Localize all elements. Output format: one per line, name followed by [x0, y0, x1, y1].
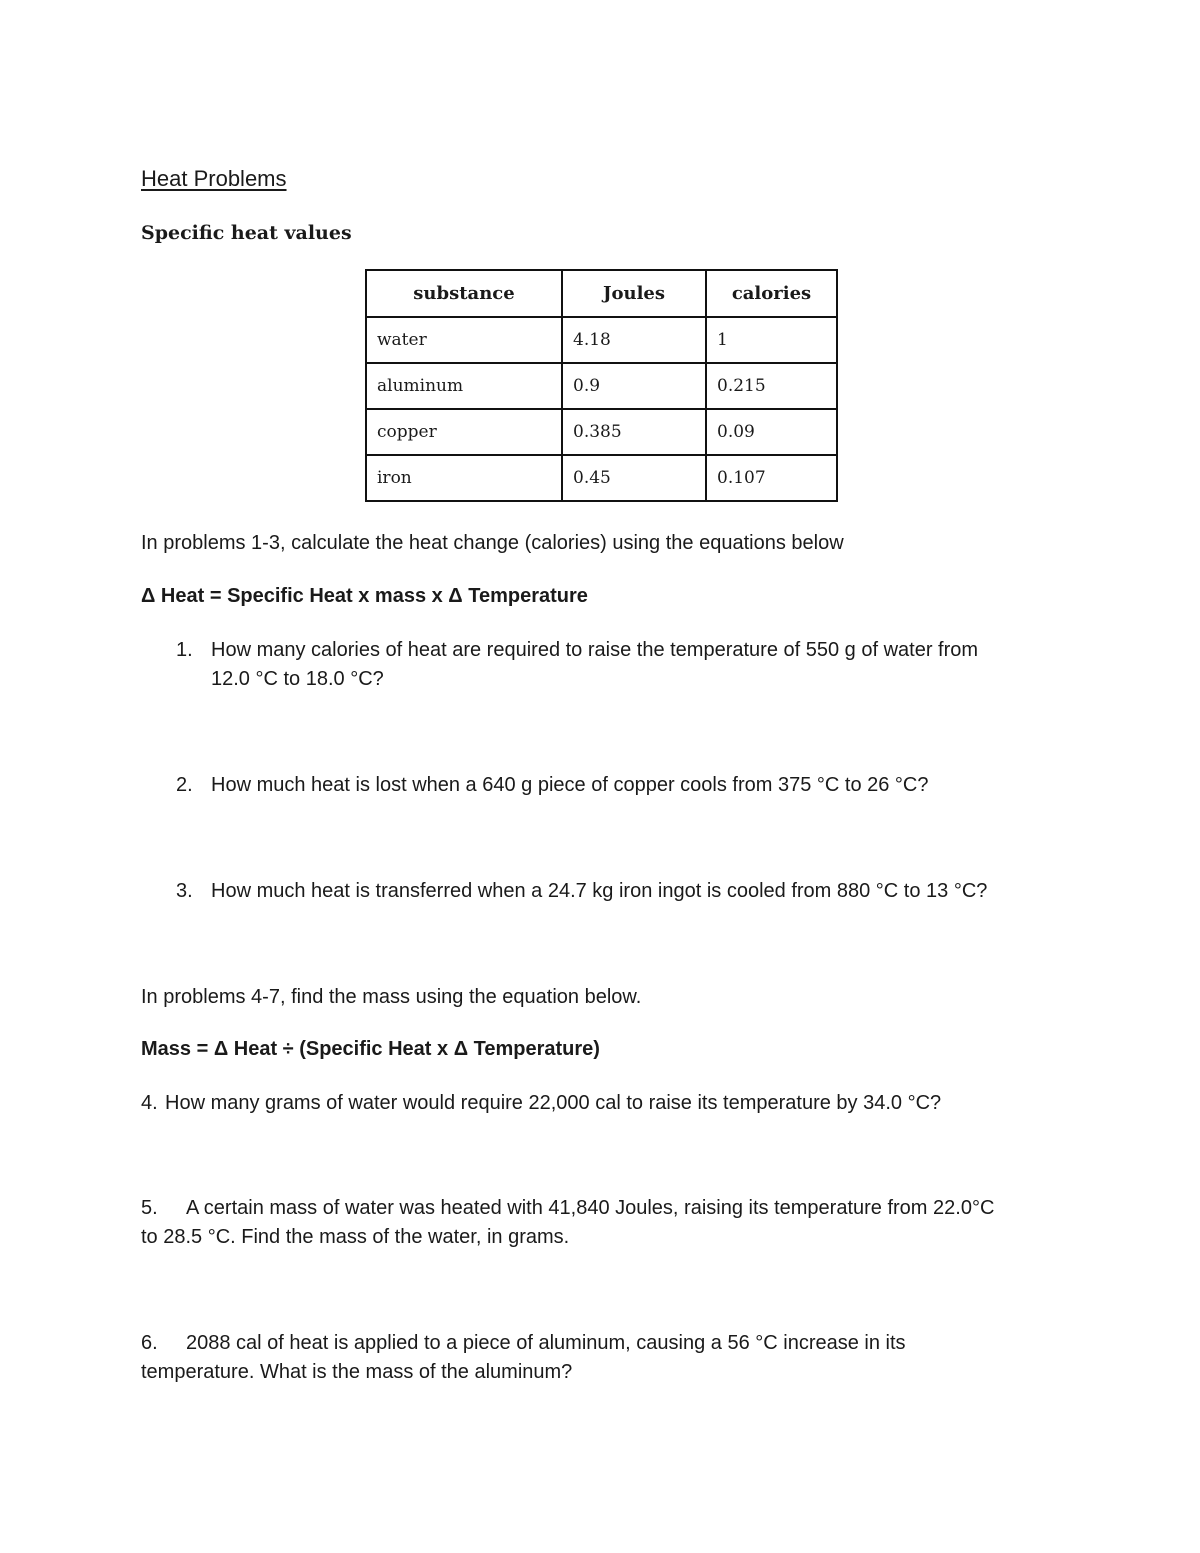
- problem-2-text: How much heat is lost when a 640 g piece of copper cools from 375 °C to 26 °C?: [211, 774, 929, 796]
- table-row: [366, 317, 837, 363]
- page-title: Heat Problems: [141, 166, 287, 191]
- problem-1-line1: How many calories of heat are required to raise the temperature of 550 g of water from: [211, 639, 979, 661]
- cell-substance: water: [366, 317, 562, 363]
- problem-6-line1: 2088 cal of heat is applied to a piece of aluminum, causing a 56 °C increase in its: [186, 1332, 906, 1354]
- cell-joules: 0.45: [562, 455, 706, 501]
- header-calories: calories: [706, 270, 837, 317]
- header-substance: substance: [366, 270, 562, 317]
- problem-4-number: 4.: [141, 1092, 158, 1114]
- cell-calories: 0.107: [706, 455, 837, 501]
- section1-equation: Δ Heat = Specific Heat x mass x Δ Temperature: [141, 585, 588, 607]
- section2-equation: Mass = Δ Heat ÷ (Specific Heat x Δ Temperature): [141, 1038, 600, 1060]
- cell-substance: iron: [366, 455, 562, 501]
- cell-joules: 0.9: [562, 363, 706, 409]
- table-header-row: [366, 270, 837, 317]
- specific-heat-table: [365, 269, 838, 502]
- cell-calories: 0.215: [706, 363, 837, 409]
- cell-joules: 4.18: [562, 317, 706, 363]
- specific-heat-heading: Specific heat values: [141, 222, 352, 244]
- problem-6-line2: temperature. What is the mass of the aluminum?: [141, 1361, 573, 1383]
- table-row: [366, 363, 837, 409]
- problem-4-text: How many grams of water would require 22,000 cal to raise its temperature by 34.0 °C?: [165, 1092, 942, 1114]
- table-row: [366, 409, 837, 455]
- problem-3-text: How much heat is transferred when a 24.7 kg iron ingot is cooled from 880 °C to 13 °C?: [211, 880, 988, 902]
- problem-5-line2: to 28.5 °C. Find the mass of the water, in grams.: [141, 1226, 570, 1248]
- cell-calories: 0.09: [706, 409, 837, 455]
- problem-6-number: 6.: [141, 1332, 158, 1354]
- table-row: [366, 455, 837, 501]
- problem-5-line1: A certain mass of water was heated with 41,840 Joules, raising its temperature from 22.0°C: [186, 1197, 995, 1219]
- section1-intro: In problems 1-3, calculate the heat change (calories) using the equations below: [141, 532, 844, 554]
- section2-intro: In problems 4-7, find the mass using the equation below.: [141, 986, 642, 1008]
- cell-calories: 1: [706, 317, 837, 363]
- problem-2-number: 2.: [176, 774, 193, 796]
- problem-1-line2: 12.0 °C to 18.0 °C?: [211, 668, 384, 690]
- cell-substance: aluminum: [366, 363, 562, 409]
- problem-3-number: 3.: [176, 880, 193, 902]
- cell-substance: copper: [366, 409, 562, 455]
- problem-1-number: 1.: [176, 639, 193, 661]
- problem-5-number: 5.: [141, 1197, 158, 1219]
- cell-joules: 0.385: [562, 409, 706, 455]
- header-joules: Joules: [562, 270, 706, 317]
